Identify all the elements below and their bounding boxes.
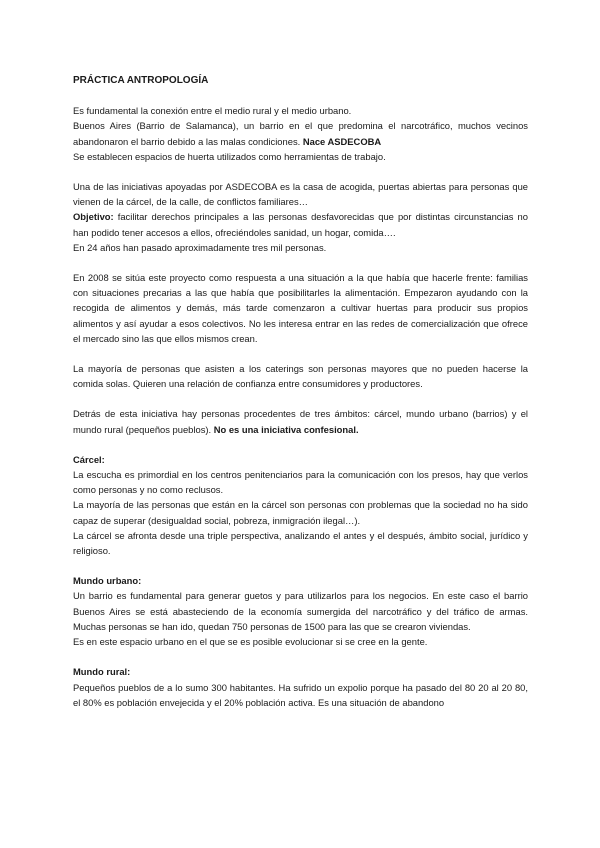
carcel-paragraph-3: La cárcel se afronta desde una triple perspectiva, analizando el antes y el después, ámbito social, jurídico y religioso.: [73, 529, 528, 557]
intro-bold-asdecoba: Nace ASDECOBA: [302, 135, 382, 147]
intro-line-2: [73, 118, 528, 148]
asdecoba-paragraph-3: En 24 años han pasado aproximadamente tres mil personas.: [73, 241, 327, 253]
rural-paragraph-1: Pequeños pueblos de a lo sumo 300 habitantes. Ha sufrido un expolio porque ha pasado del 80 20 al 20 80, el 80% es población envejecida y el 20% población activa. Es una situación de abandono: [73, 681, 528, 708]
urbano-heading: Mundo urbano:: [73, 575, 142, 587]
objective-label: Objetivo:: [73, 211, 114, 223]
intro-line-1: Es fundamental la conexión entre el medio rural y el medio urbano.: [73, 105, 352, 117]
carcel-heading: Cárcel:: [73, 453, 105, 465]
objective-paragraph: [73, 209, 528, 239]
document-body: [73, 73, 528, 710]
intro-line-2-text: Buenos Aires (Barrio de Salamanca), un barrio en el que predomina el narcotráfico, muchos vecinos abandonaron el barrio debido a las malas condiciones.: [73, 120, 528, 147]
objective-text: facilitar derechos principales a las personas desfavorecidas que por distintas circunstancias no han podido tener accesos a ellos, ofreciéndoles sanidad, un hogar, comida….: [73, 211, 528, 238]
urbano-paragraph-1: Un barrio es fundamental para generar guetos y para utilizarlos para los negocios. En este caso el barrio Buenos Aires se está abasteciendo de la economía sumergida del narcotráfico y del tráfico de armas. Muchas personas se han ido, quedan 750 personas de 1500 para las que se crearon viviendas.: [73, 590, 528, 632]
ambitos-text: Detrás de esta iniciativa hay personas procedentes de tres ámbitos: cárcel, mundo urbano (barrios) y el mundo rural (pequeños pueblos).: [73, 408, 528, 435]
ambitos-paragraph: [73, 406, 528, 436]
carcel-paragraph-2: La mayoría de las personas que están en la cárcel son personas con problemas que la sociedad no ha sido capaz de superar (desigualdad social, pobreza, inmigración ilegal…).: [73, 499, 528, 526]
carcel-paragraph-1: La escucha es primordial en los centros penitenciarios para la comunicación con los presos, hay que verlos como personas y no como reclusos.: [73, 469, 528, 496]
history-paragraph: En 2008 se sitúa este proyecto como respuesta a una situación a la que había que hacerle frente: familias con situaciones precarias a las que había que posibilitarles la alimentación. Empezaron ayudando con la recogida de alimentos y demás, más tarde comenzaron a cultivar huertas para producir sus propios alimentos y así ayudar a esos colectivos. No les interesa entrar en las redes de comercialización que ofrece el mercado sino las que ellos mismos crean.: [73, 272, 528, 344]
urbano-paragraph-2: Es en este espacio urbano en el que se es posible evolucionar si se cree en la gente.: [73, 636, 428, 648]
intro-line-3: Se establecen espacios de huerta utilizados como herramientas de trabajo.: [73, 150, 386, 162]
page-title: PRÁCTICA ANTROPOLOGÍA: [73, 75, 209, 86]
ambitos-bold: No es una iniciativa confesional.: [213, 423, 359, 435]
asdecoba-paragraph-1: Una de las iniciativas apoyadas por ASDECOBA es la casa de acogida, puertas abiertas para personas que vienen de la cárcel, de la calle, de conflictos familiares…: [73, 181, 528, 208]
rural-heading: Mundo rural:: [73, 666, 131, 678]
caterings-paragraph: La mayoría de personas que asisten a los caterings son personas mayores que no pueden hacerse la comida solas. Quieren una relación de confianza entre consumidores y productores.: [73, 363, 528, 390]
